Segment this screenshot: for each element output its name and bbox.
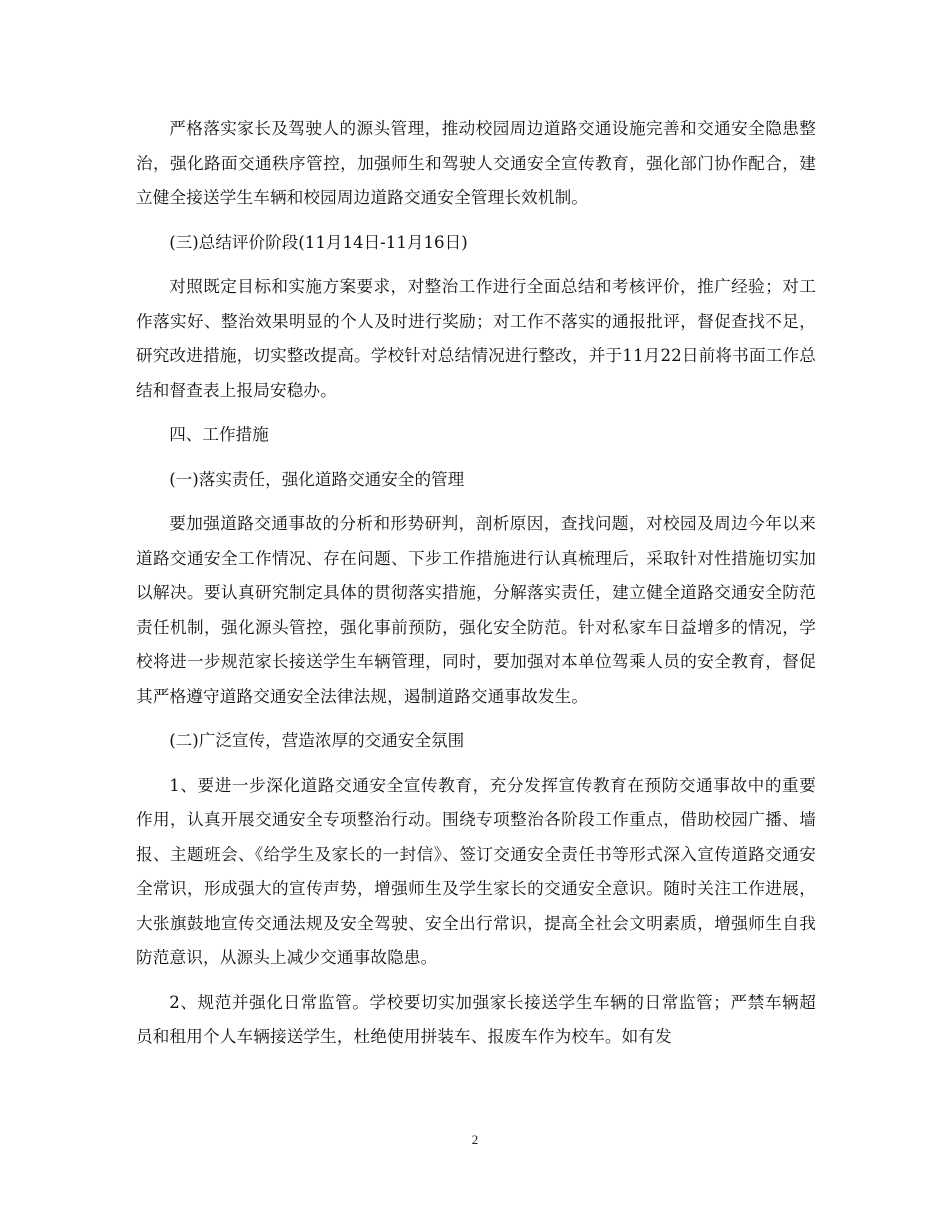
document-body (136, 112, 816, 1065)
paragraph-source-management: 严格落实家长及驾驶人的源头管理，推动校园周边道路交通设施完善和交通安全隐患整治，强化路面交通秩序管控，加强师生和驾驶人交通安全宣传教育，强化部门协作配合，建立健全接送学生车辆和校园周边道路交通安全管理长效机制。 (136, 119, 816, 207)
page-number: 2 (471, 1132, 479, 1147)
heading-summary-stage: (三)总结评价阶段(11月14日-11月16日) (169, 232, 468, 252)
heading-publicity: (二)广泛宣传，营造浓厚的交通安全氛围 (169, 731, 465, 750)
heading-implement-responsibility: (一)落实责任，强化道路交通安全的管理 (169, 469, 465, 489)
paragraph-safety-education: 1、要进一步深化道路交通安全宣传教育，充分发挥宣传教育在预防交通事故中的重要作用，认真开展交通安全专项整治行动。围绕专项整治各阶段工作重点，借助校园广播、墙报、主题班会、《给学生及家长的一封信》、签订交通安全责任书等形式深入宣传道路交通安全常识，形成强大的宣传声势，增强师生及学生家长的交通安全意识。随时关注工作进展，大张旗鼓地宣传交通法规及安全驾驶、安全出行常识，提高全社会文明素质，增强师生自我防范意识，从源头上减少交通事故隐患。 (136, 775, 816, 967)
paragraph-accident-analysis: 要加强道路交通事故的分析和形势研判，剖析原因，查找问题，对校园及周边今年以来道路交通安全工作情况、存在问题、下步工作措施进行认真梳理后，采取针对性措施切实加以解决。要认真研究制定具体的贯彻落实措施，分解落实责任，建立健全道路交通安全防范责任机制，强化源头管控，强化事前预防，强化安全防范。针对私家车日益增多的情况，学校将进一步规范家长接送学生车辆管理，同时，要加强对本单位驾乘人员的安全教育，督促其严格遵守道路交通安全法律法规，遏制道路交通事故发生。 (136, 514, 816, 706)
heading-work-measures: 四、工作措施 (169, 425, 269, 444)
paragraph-summary-evaluation: 对照既定目标和实施方案要求，对整治工作进行全面总结和考核评价，推广经验；对工作落实好、整治效果明显的个人及时进行奖励；对工作不落实的通报批评，督促查找不足，研究改进措施，切实整改提高。学校针对总结情况进行整改，并于11月22日前将书面工作总结和督查表上报局安稳办。 (136, 277, 816, 400)
paragraph-daily-supervision: 2、规范并强化日常监管。学校要切实加强家长接送学生车辆的日常监管；严禁车辆超员和租用个人车辆接送学生，杜绝使用拼装车、报废车作为校车。如有发 (136, 992, 816, 1046)
